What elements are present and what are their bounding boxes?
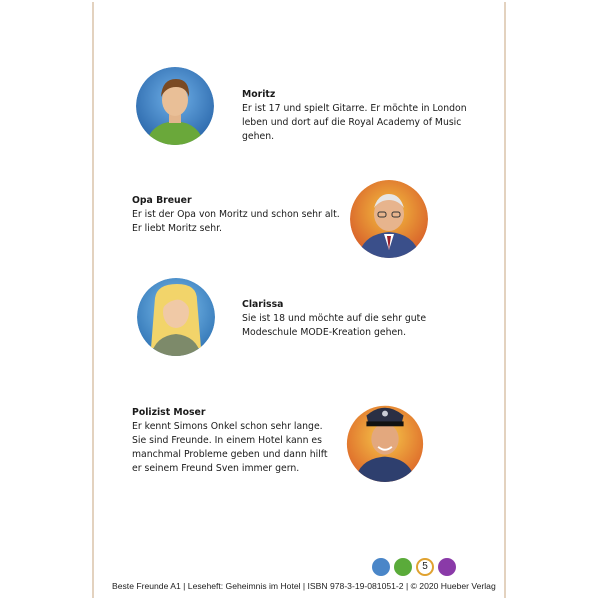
description-line: Sie sind Freunde. In einem Hotel kann es: [132, 435, 322, 446]
character-name: Polizist Moser: [132, 407, 206, 418]
description-line: er seinem Freund Sven immer gern.: [132, 463, 300, 474]
clarissa-description: [242, 298, 426, 340]
description-line: Er liebt Moritz sehr.: [132, 223, 223, 234]
level-dot: [438, 558, 456, 576]
description-line: Sie ist 18 und möchte auf die sehr gute: [242, 313, 427, 324]
character-name: Opa Breuer: [132, 195, 192, 206]
polizist-moser-description: [132, 406, 328, 476]
moritz-portrait-icon: [136, 67, 214, 145]
opa-breuer-portrait-icon: [350, 180, 428, 258]
description-line: Er kennt Simons Onkel schon sehr lange.: [132, 421, 323, 432]
page-number: 5: [416, 558, 434, 576]
footer-credits: Beste Freunde A1 | Leseheft: Geheimnis im Hotel | ISBN 978-3-19-081051-2 | © 2020 Hueber Verlag: [112, 581, 496, 591]
character-name: Moritz: [242, 89, 276, 100]
clarissa-portrait-icon: [137, 278, 215, 356]
level-dot: [394, 558, 412, 576]
opa-breuer-description: [132, 194, 340, 236]
description-line: manchmal Probleme geben und dann hilft: [132, 449, 328, 460]
page: [92, 2, 506, 598]
description-line: gehen.: [242, 131, 275, 142]
moritz-description: [242, 88, 467, 144]
description-line: Modeschule MODE-Kreation gehen.: [242, 327, 407, 338]
description-line: Er ist der Opa von Moritz und schon sehr alt.: [132, 209, 340, 220]
description-line: leben und dort auf die Royal Academy of Music: [242, 117, 462, 128]
description-line: Er ist 17 und spielt Gitarre. Er möchte in London: [242, 103, 467, 114]
polizist-moser-portrait-icon: [346, 404, 424, 482]
level-dot: [372, 558, 390, 576]
character-name: Clarissa: [242, 299, 284, 310]
